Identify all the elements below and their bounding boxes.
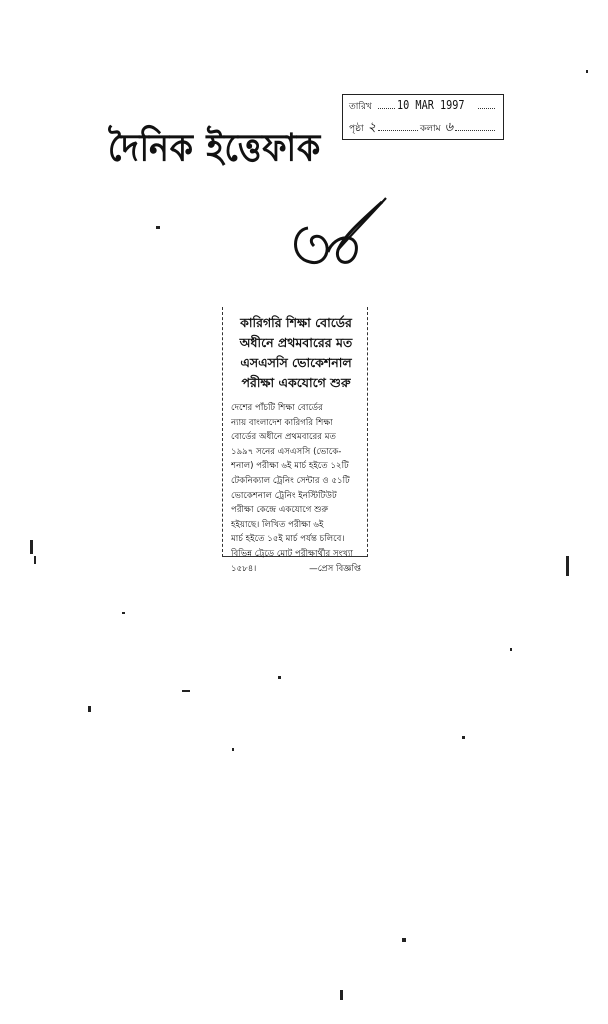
body-line: বিভিন্ন ট্রেডে মোট পরীক্ষার্থীর সংখ্যা (231, 548, 353, 559)
body-line: শনাল) পরীক্ষা ৬ই মার্চ হইতে ১২টি (231, 461, 349, 472)
body-line: দেশের পাঁচটি শিক্ষা বোর্ডের (231, 403, 323, 413)
scan-speck (586, 70, 588, 73)
stamp-dotted-line (378, 130, 418, 131)
stamp-dotted-line (455, 130, 495, 131)
clipping-body (231, 401, 361, 576)
stamp-dotted-line (478, 108, 495, 109)
body-line: ১৯৯৭ সনের এসএসসি (ভোকে- (231, 446, 342, 457)
body-line: টেকনিক্যাল ট্রেনিং সেন্টার ও ৫১টি (231, 475, 350, 486)
body-line: হইয়াছে। লিখিত পরীক্ষা ৬ই (231, 519, 324, 530)
scan-speck (34, 556, 36, 564)
stamp-date-value: 10 MAR 1997 (396, 98, 465, 112)
body-line: ন্যায় বাংলাদেশ কারিগরি শিক্ষা (231, 417, 333, 428)
scan-speck (182, 690, 190, 692)
newspaper-clipping (222, 307, 368, 574)
headline-line: এসএসসি ভোকেশনাল (240, 355, 352, 370)
stamp-column-value: ৬ (444, 120, 454, 135)
scan-speck (510, 648, 512, 651)
body-line: পরীক্ষা কেন্দ্রে একযোগে শুরু (231, 505, 329, 516)
scan-speck (30, 540, 33, 554)
stamp-date-row (349, 98, 497, 118)
scan-speck (566, 556, 569, 576)
stamp-page-label: পৃষ্ঠা (349, 124, 364, 134)
headline-line: পরীক্ষা একযোগে শুরু (241, 375, 351, 390)
body-line: ১৫৮৪। (231, 563, 257, 574)
scan-speck (122, 612, 125, 614)
scan-speck (88, 706, 91, 712)
archive-stamp (342, 94, 504, 140)
scan-speck (340, 990, 343, 1000)
stamp-page-value: ২ (367, 120, 377, 135)
body-line: বোর্ডের অধীনে প্রথমবারের মত (231, 432, 336, 443)
scan-speck (156, 226, 160, 229)
scan-speck (402, 938, 406, 942)
body-line: মার্চ হইতে ১৫ই মার্চ পর্যন্ত চলিবে। (231, 534, 345, 545)
press-release-credit: —প্রেস বিজ্ঞপ্তি (309, 563, 361, 574)
body-last-line (231, 562, 361, 577)
stamp-dotted-line (378, 108, 395, 109)
scan-speck (232, 748, 234, 751)
newspaper-masthead: দৈনিক ইত্তেফাক (108, 124, 322, 170)
stamp-date-label: তারিখ (349, 102, 372, 112)
headline-line: কারিগরি শিক্ষা বোর্ডের (240, 315, 352, 330)
clipping-headline (231, 313, 361, 393)
handwritten-file-number (290, 188, 390, 278)
body-line: ভোকেশনাল ট্রেনিং ইনস্টিটিউট (231, 490, 337, 501)
scan-speck (278, 676, 281, 679)
scan-speck (462, 736, 465, 739)
stamp-page-row (349, 118, 497, 138)
stamp-column-label: কলাম (419, 124, 441, 134)
headline-line: অধীনে প্রথমবারের মত (239, 335, 353, 350)
